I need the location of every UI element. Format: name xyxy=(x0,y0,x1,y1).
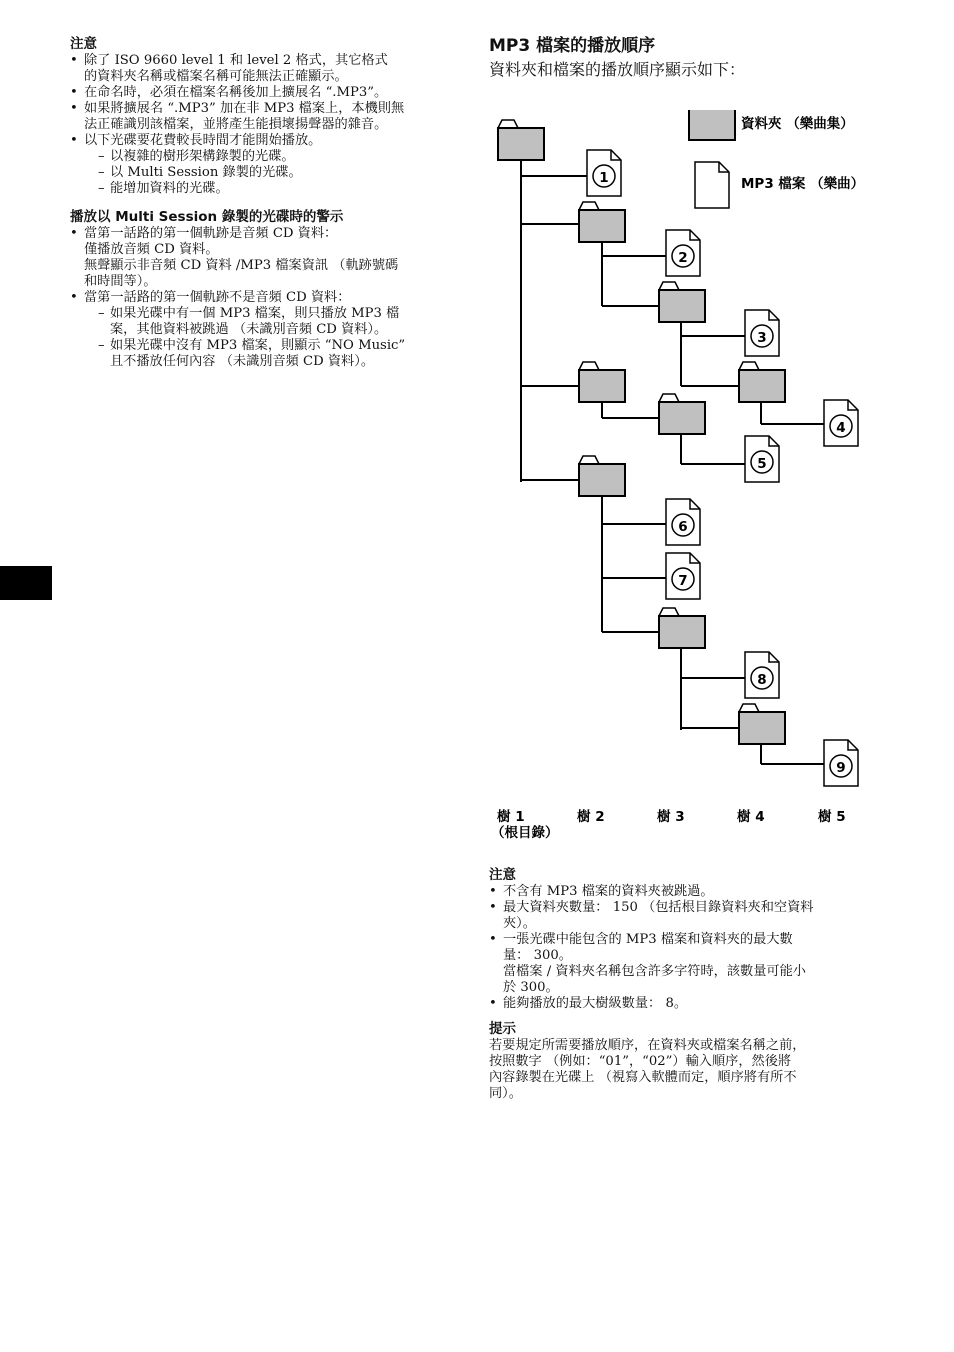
list-item: • 一張光碟中能包含的 MP3 檔案和資料夾的最大數 量： 300。 當檔案 / 資料夾名稱包含許多字符時，該數量可能小 於 300。 xyxy=(489,932,884,996)
tree-level-5-label: 樹 5 xyxy=(818,809,846,825)
svg-text:9: 9 xyxy=(836,760,846,776)
legend-file-label: MP3 檔案 （樂曲） xyxy=(741,176,865,192)
tree-level-2-label: 樹 2 xyxy=(577,809,605,825)
page-title: MP3 檔案的播放順序 xyxy=(489,36,656,56)
note-heading: 注意 xyxy=(70,36,97,52)
list-item: • 當第一話路的第一個軌跡是音頻 CD 資料： 僅播放音頻 CD 資料。 無聲顯示非音頻 CD 資料 /MP3 檔案資訊 （軌跡號碼 和時間等）。 xyxy=(70,226,460,290)
file-icon-1 xyxy=(587,150,621,196)
file-icon-5 xyxy=(745,436,779,482)
svg-text:2: 2 xyxy=(678,250,688,266)
list-item: • 如果將擴展名 “.MP3” 加在非 MP3 檔案上，本機則無 法正確識別該檔案，並將產生能損壞揚聲器的雜音。 xyxy=(70,101,460,133)
multisession-heading: 播放以 Multi Session 錄製的光碟時的警示 xyxy=(70,209,344,225)
legend-folder-icon xyxy=(689,110,735,140)
folder-icon xyxy=(739,704,785,744)
svg-text:7: 7 xyxy=(678,573,688,589)
right-notes xyxy=(489,867,884,1102)
list-item: • 最大資料夾數量： 150 （包括根目錄資料夾和空資料 夾）。 xyxy=(489,900,884,932)
folder-icon xyxy=(659,608,705,648)
note-list-2 xyxy=(489,884,884,1012)
file-icon-8 xyxy=(745,652,779,698)
folder-icon xyxy=(659,394,705,434)
right-column-header xyxy=(489,36,884,80)
file-icon-3 xyxy=(745,310,779,356)
sub-item: – 以複雜的樹形架構錄製的光碟。 xyxy=(98,149,295,164)
file-icon-9 xyxy=(824,740,858,786)
list-item: • 能夠播放的最大樹級數量： 8。 xyxy=(489,996,884,1012)
file-icon-6 xyxy=(666,499,700,545)
svg-text:3: 3 xyxy=(757,330,767,346)
folder-icon xyxy=(579,202,625,242)
folder-icon xyxy=(579,456,625,496)
file-icon-4 xyxy=(824,400,858,446)
note-heading-2: 注意 xyxy=(489,867,516,883)
multisession-list xyxy=(70,226,460,370)
list-item: • 除了 ISO 9660 level 1 和 level 2 格式，其它格式 的資料夾名稱或檔案名稱可能無法正確顯示。 xyxy=(70,53,460,85)
tip-text: 若要規定所需要播放順序，在資料夾或檔案名稱之前， 按照數字 （例如：“01”，“02”）輸入順序，然後將 內容錄製在光碟上 （視寫入軟體而定，順序將有所不 同）。 xyxy=(489,1038,806,1101)
list-item: • 當第一話路的第一個軌跡不是音頻 CD 資料： – 如果光碟中有一個 MP3 檔案，則只播放 MP3 檔 案，其他資料被跳過 （未識別音頻 CD 資料）。 – 如果光碟中沒有 MP3 檔案，則顯示 “NO Music” 且不播放任何內容 （未識別音頻 CD 資料）。 xyxy=(70,290,460,370)
svg-text:1: 1 xyxy=(599,170,609,186)
svg-text:4: 4 xyxy=(836,420,846,436)
list-item: • 在命名時，必須在檔案名稱後加上擴展名 “.MP3”。 xyxy=(70,85,460,101)
tree-level-4-label: 樹 4 xyxy=(737,809,765,825)
svg-text:8: 8 xyxy=(757,672,767,688)
folder-tree-diagram xyxy=(489,110,884,850)
svg-text:6: 6 xyxy=(678,519,688,535)
list-item: • 以下光碟要花費較長時間才能開始播放。 – 以複雜的樹形架構錄製的光碟。 – 以 Multi Session 錄製的光碟。 – 能增加資料的光碟。 xyxy=(70,133,460,197)
legend-folder-label: 資料夾 （樂曲集） xyxy=(741,116,854,132)
sub-item: – 如果光碟中有一個 MP3 檔案，則只播放 MP3 檔 xyxy=(98,306,400,321)
tip-heading: 提示 xyxy=(489,1021,516,1037)
sub-item: – 如果光碟中沒有 MP3 檔案，則顯示 “NO Music” xyxy=(98,338,406,353)
root-label: （根目錄） xyxy=(491,825,559,841)
tree-level-3-label: 樹 3 xyxy=(657,809,685,825)
tree-level-1-label: 樹 1 xyxy=(497,809,525,825)
list-item: • 不含有 MP3 檔案的資料夾被跳過。 xyxy=(489,884,884,900)
folder-icon xyxy=(659,282,705,322)
file-icon-7 xyxy=(666,553,700,599)
svg-text:5: 5 xyxy=(757,456,767,472)
section-tab xyxy=(0,566,52,600)
folder-icon xyxy=(739,362,785,402)
sub-item: – 能增加資料的光碟。 xyxy=(98,181,229,196)
file-icon-2 xyxy=(666,230,700,276)
left-column xyxy=(70,36,460,370)
page-subtitle: 資料夾和檔案的播放順序顯示如下： xyxy=(489,60,746,79)
sub-item: – 以 Multi Session 錄製的光碟。 xyxy=(98,165,302,180)
note-list xyxy=(70,53,460,197)
folder-icon xyxy=(579,362,625,402)
legend-file-icon xyxy=(695,162,729,208)
folder-icon xyxy=(498,120,544,160)
